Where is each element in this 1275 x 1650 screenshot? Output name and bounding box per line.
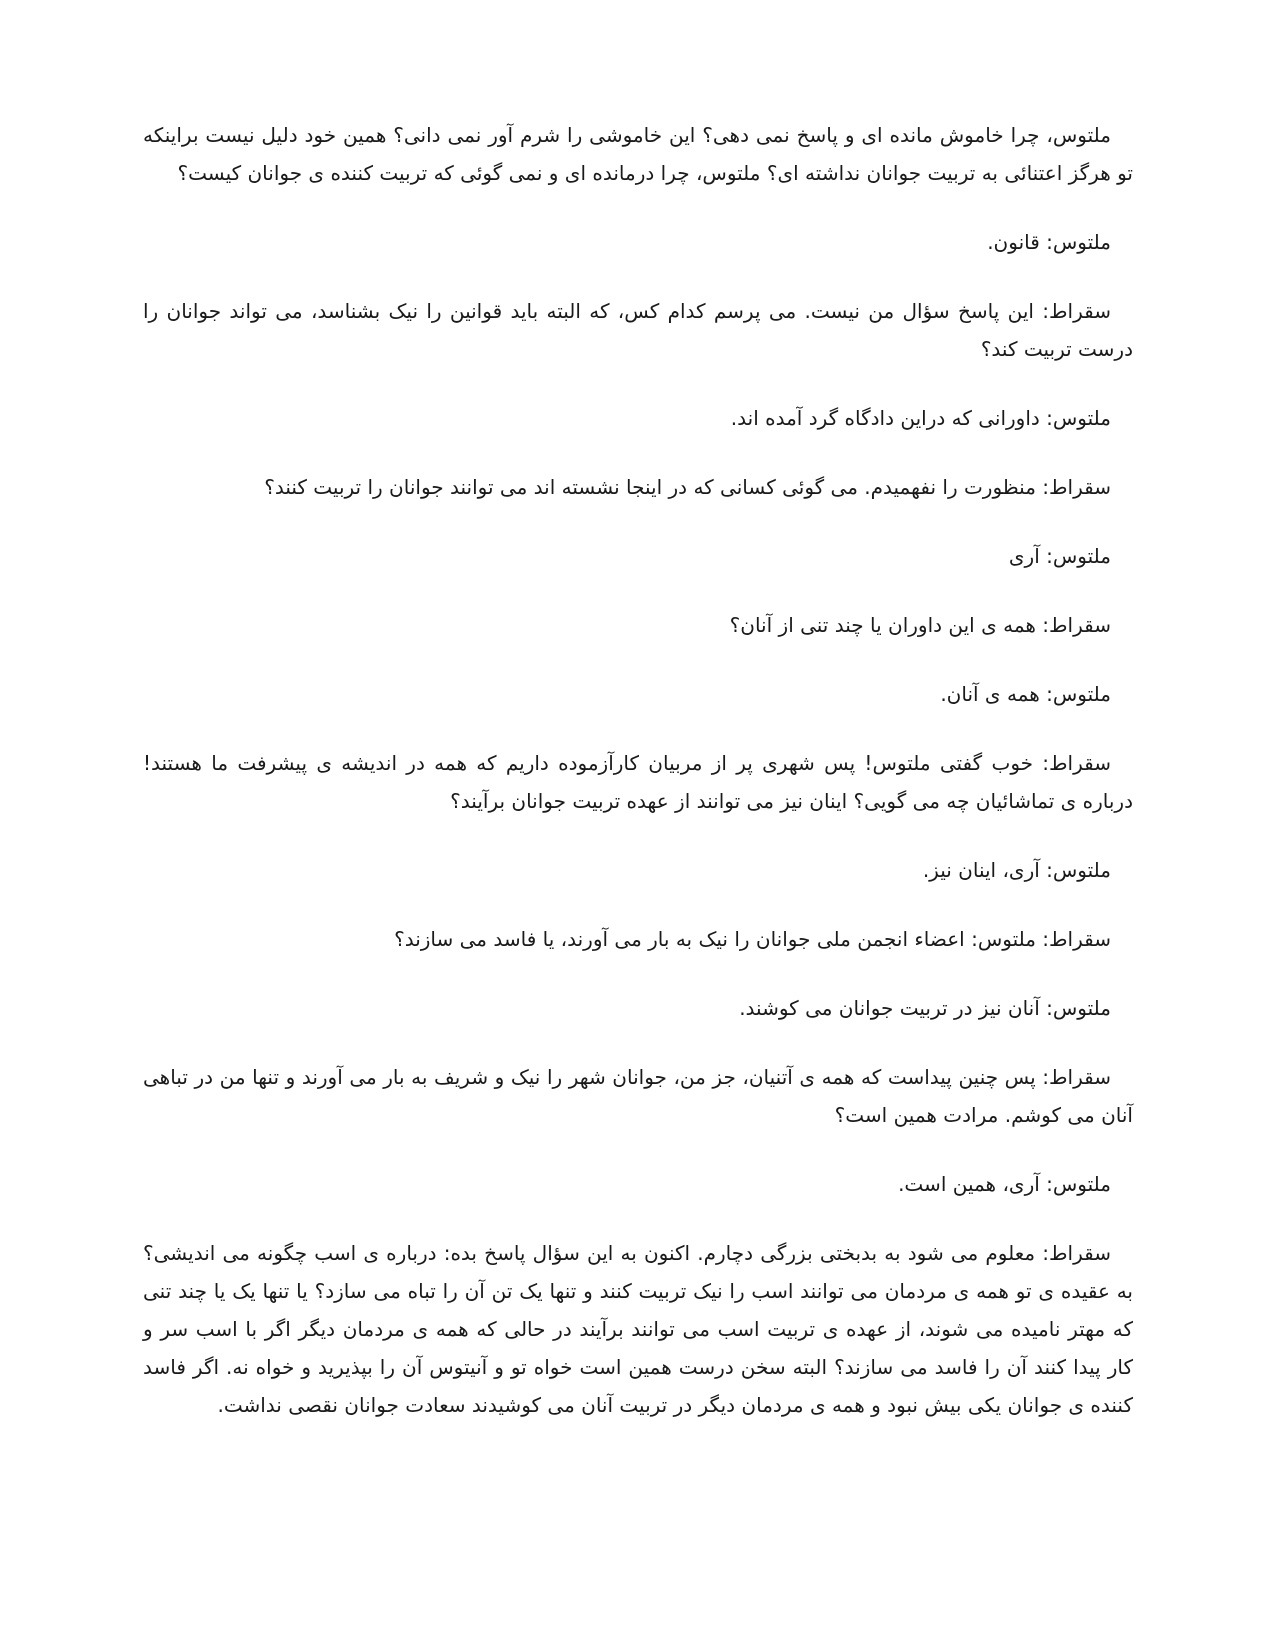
paragraph-meletus-law: ملتوس: قانون. xyxy=(987,230,1111,254)
paragraph-socrates-assembly: سقراط: ملتوس: اعضاء انجمن ملی جوانان را نیک به بار می آورند، یا فاسد می سازند؟ xyxy=(394,927,1111,951)
paragraph-socrates-question-law: سقراط: این پاسخ سؤال من نیست. می پرسم کدام کس، که البته باید قوانین را نیک بشناسد، می تواند جوانان را درست تربیت کند؟ xyxy=(143,299,1133,361)
paragraph-meletus-yes: ملتوس: آری xyxy=(1008,544,1111,568)
paragraph-socrates-horse: سقراط: معلوم می شود به بدبختی بزرگی دچارم. اکنون به این سؤال پاسخ بده: درباره ی اسب چگونه می اندیشی؟ به عقیده ی تو همه ی مردمان می توانند اسب را نیک تربیت کنند و تنها یک تن آن را تباه می سازد؟ یا تنها یک یا چند تنی که مهتر نامیده می شوند، از عهده ی تربیت اسب می توانند برآیند در حالی که همه ی مردمان دیگر اگر با اسب سر و کار پیدا کنند آن را فاسد می سازند؟ البته سخن درست همین است خواه تو و آنیتوس آن را بپذیرید و خواه نه. اگر فاسد کننده ی جوانان یکی بیش نبود و همه ی مردمان دیگر در تربیت آنان می کوشیدند سعادت جوانان نقصی نداشت. xyxy=(143,1241,1133,1417)
paragraph-socrates-spectators: سقراط: خوب گفتی ملتوس! پس شهری پر از مربیان کارآزموده داریم که همه در اندیشه ی پیشرفت ما هستند! درباره ی تماشائیان چه می گویی؟ اینان نیز می توانند از عهده تربیت جوانان برآیند؟ xyxy=(143,751,1133,813)
paragraph-socrates-judges: سقراط: منظورت را نفهمیدم. می گوئی کسانی که در اینجا نشسته اند می توانند جوانان را تربیت کنند؟ xyxy=(264,475,1111,499)
paragraph-meletus-these-too: ملتوس: آری، اینان نیز. xyxy=(922,858,1111,882)
paragraph-meletus-all: ملتوس: همه ی آنان. xyxy=(940,682,1111,706)
paragraph-socrates-only-me: سقراط: پس چنین پیداست که همه ی آتنیان، جز من، جوانان شهر را نیک و شریف به بار می آورند و تنها من در تباهی آنان می کوشم. مرادت همین است؟ xyxy=(143,1065,1133,1127)
document-body xyxy=(143,116,1133,1455)
paragraph-socrates-all-or-some: سقراط: همه ی این داوران یا چند تنی از آنان؟ xyxy=(729,613,1111,637)
paragraph-meletus-that-is-it: ملتوس: آری، همین است. xyxy=(898,1172,1111,1196)
paragraph-meletus-assembly: ملتوس: آنان نیز در تربیت جوانان می کوشند. xyxy=(739,996,1111,1020)
paragraph-meletus-silence: ملتوس، چرا خاموش مانده ای و پاسخ نمی دهی؟ این خاموشی را شرم آور نمی دانی؟ همین خود دلیل نیست براینکه تو هرگز اعتنائی به تربیت جوانان نداشته ای؟ ملتوس، چرا درمانده ای و نمی گوئی که تربیت کننده ی جوانان کیست؟ xyxy=(143,123,1133,185)
paragraph-meletus-judges: ملتوس: داورانی که دراین دادگاه گرد آمده اند. xyxy=(730,406,1111,430)
